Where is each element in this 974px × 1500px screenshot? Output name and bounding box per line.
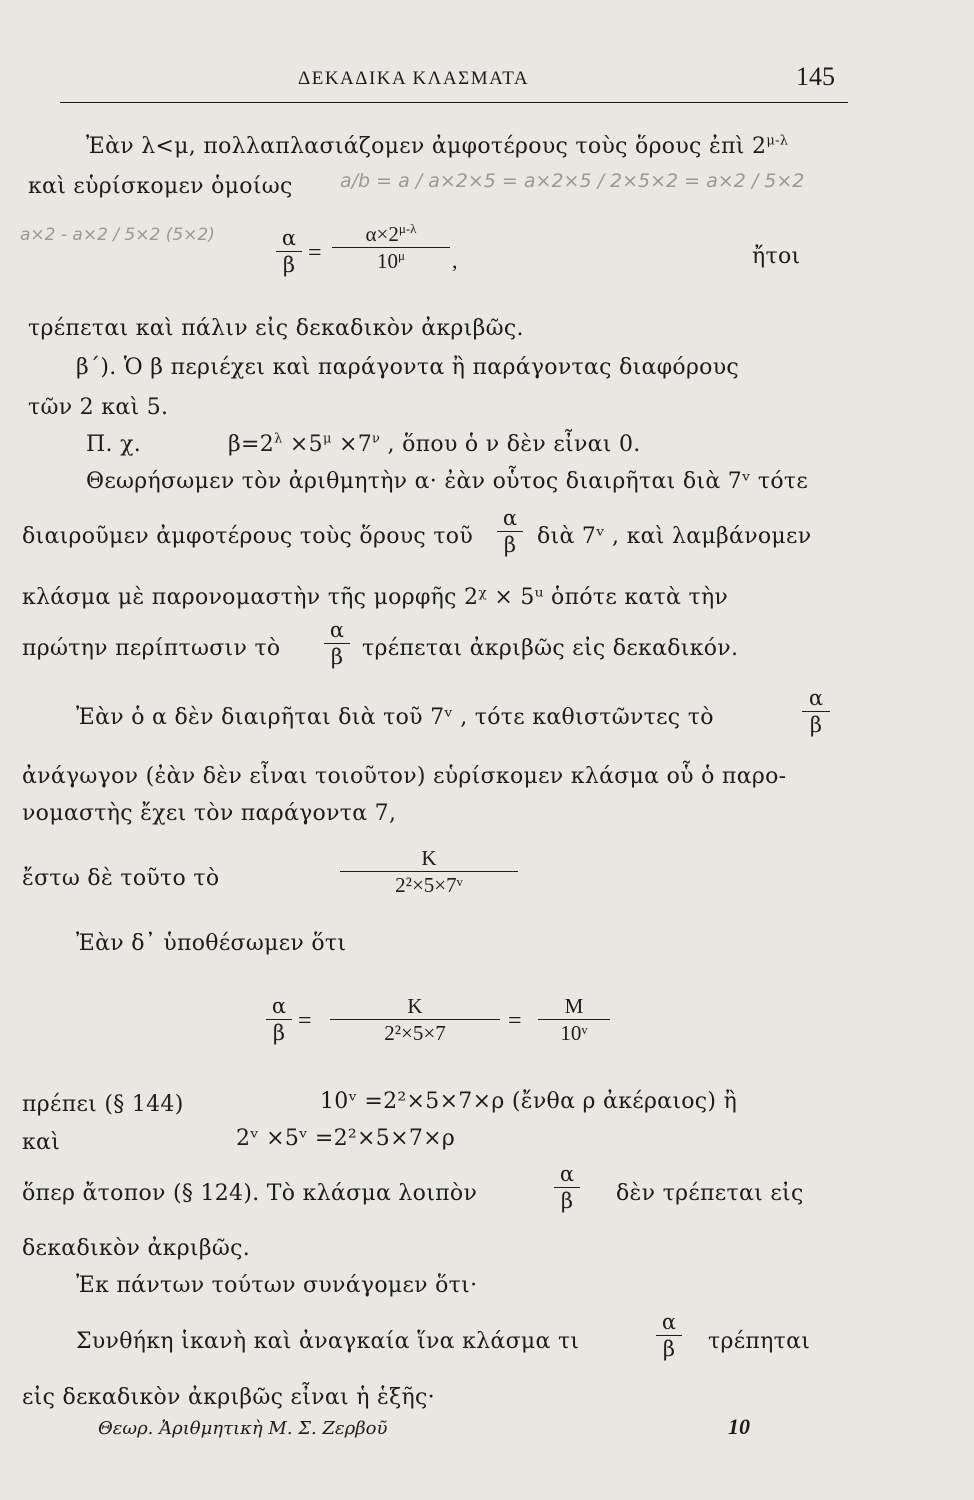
- eq2-equals-2: =: [508, 1008, 522, 1034]
- paragraph-5-line-4b: τρέπεται ἀκριβῶς εἰς δεκαδικόν.: [362, 636, 739, 661]
- comma: ,: [452, 248, 458, 273]
- footer-sheet-number: 10: [728, 1414, 750, 1439]
- example-formula: $\beta=2^\lambda \times 5^\mu \times 7^\nu$ , ὅπου ὁ ν δὲν εἶναι 0.: [228, 431, 641, 457]
- inline-fraction-alpha-beta-5: α β: [656, 1310, 682, 1361]
- paragraph-5-line-1: Θεωρήσωμεν τὸν ἀριθμητὴν α· ἐὰν οὗτος διαιρῆται διὰ 7ᵛ τότε: [86, 469, 809, 494]
- paragraph-5-line-3: κλάσμα μὲ παρονομαστὴν τῆς μορφῆς 2ᵡ × 5ᵘ ὁπότε κατὰ τὴν: [22, 585, 729, 610]
- paragraph-12-line-2: εἰς δεκαδικὸν ἀκριβῶς εἶναι ἡ ἑξῆς·: [22, 1385, 435, 1410]
- paragraph-7: ἔστω δὲ τοῦτο τὸ: [22, 866, 220, 891]
- paragraph-10-line-2: δεκαδικὸν ἀκριβῶς.: [22, 1236, 251, 1261]
- paragraph-6-line-2: ἀνάγωγον (ἐὰν δὲν εἶναι τοιοῦτον) εὑρίσκομεν κλάσμα οὗ ὁ παρο-: [22, 764, 787, 789]
- paragraph-8: Ἐὰν δ᾽ ὑποθέσωμεν ὅτι: [76, 931, 347, 956]
- paragraph-11: Ἐκ πάντων τούτων συνάγομεν ὅτι·: [76, 1273, 478, 1298]
- paragraph-9-line-2b: 2ᵛ ×5ᵛ =2²×5×7×ρ: [236, 1126, 456, 1151]
- pencil-marginalia: a/b = a / a×2×5 = a×2×5 / 2×5×2 = a×2 / 5×2: [340, 170, 805, 192]
- paragraph-9-line-2a: καὶ: [22, 1130, 61, 1155]
- eq2-fraction-K: Κ 2²×5×7: [330, 994, 500, 1045]
- inline-fraction-alpha-beta-2: α β: [324, 618, 350, 669]
- paragraph-9-line-1b: 10ᵛ =2²×5×7×ρ (ἔνθα ρ ἀκέραιος) ἢ: [320, 1089, 738, 1114]
- running-header: ΔΕΚΑΔΙΚΑ ΚΛΑΣΜΑΤΑ: [298, 68, 530, 89]
- eq2-equals-1: =: [298, 1008, 312, 1034]
- paragraph-5-line-2a: διαιροῦμεν ἀμφοτέρους τοὺς ὅρους τοῦ: [22, 524, 474, 549]
- header-rule: [60, 102, 848, 103]
- paragraph-12-line-1b: τρέπηται: [708, 1329, 811, 1354]
- equals-sign: =: [308, 240, 322, 266]
- inline-fraction-alpha-beta: α β: [497, 506, 523, 557]
- paragraph-6-line-3: νομαστὴς ἔχει τὸν παράγοντα 7,: [22, 801, 397, 826]
- paragraph-3-line-2: τῶν 2 καὶ 5.: [28, 395, 169, 420]
- fraction-K-denominator: Κ 2²×5×7ᵛ: [340, 846, 518, 897]
- paragraph-3-line-1: β΄). Ὁ β περιέχει καὶ παράγοντα ἢ παράγοντας διαφόρους: [76, 355, 740, 380]
- paragraph-2: τρέπεται καὶ πάλιν εἰς δεκαδικὸν ἀκριβῶς.: [28, 316, 524, 341]
- paragraph-10-line-1b: δὲν τρέπεται εἰς: [616, 1181, 804, 1206]
- fraction-expanded: $\alpha\times 2^{\mu-\lambda}$ $10^\mu$: [332, 222, 450, 273]
- paragraph-10-line-1a: ὅπερ ἄτοπον (§ 124). Τὸ κλάσμα λοιπὸν: [22, 1181, 478, 1206]
- eq2-fraction-alpha-beta: α β: [266, 994, 292, 1045]
- paragraph-12-line-1a: Συνθήκη ἱκανὴ καὶ ἀναγκαία ἵνα κλάσμα τι: [76, 1329, 580, 1354]
- htoi-word: ἤτοι: [752, 244, 801, 269]
- pencil-marginalia-2: a×2 - a×2 / 5×2 (5×2): [20, 225, 215, 245]
- paragraph-6-line-1: Ἐὰν ὁ α δὲν διαιρῆται διὰ τοῦ 7ᵛ , τότε καθιστῶντες τὸ: [76, 705, 714, 730]
- example-label: Π. χ.: [86, 432, 141, 457]
- eq2-fraction-M: Μ 10ᵛ: [538, 994, 610, 1045]
- paragraph-1-line-1: Ἐὰν λ<μ, πολλαπλασιάζομεν ἀμφοτέρους τοὺς ὅρους ἐπὶ $2^{\mu-\lambda}$: [86, 133, 789, 159]
- paragraph-9-line-1a: πρέπει (§ 144): [22, 1092, 184, 1117]
- page-number: 145: [796, 62, 835, 91]
- paragraph-5-line-2b: διὰ 7ᵛ , καὶ λαμβάνομεν: [537, 524, 812, 549]
- paragraph-1-line-2: καὶ εὑρίσκομεν ὁμοίως: [28, 174, 293, 199]
- fraction-alpha-beta: α β: [276, 226, 302, 277]
- paragraph-5-line-4a: πρώτην περίπτωσιν τὸ: [22, 636, 281, 661]
- inline-fraction-alpha-beta-4: α β: [554, 1162, 580, 1213]
- footer-signature: Θεωρ. Ἀριθμητικὴ Μ. Σ. Ζερβοῦ: [98, 1418, 388, 1439]
- inline-fraction-alpha-beta-3: α β: [802, 686, 830, 737]
